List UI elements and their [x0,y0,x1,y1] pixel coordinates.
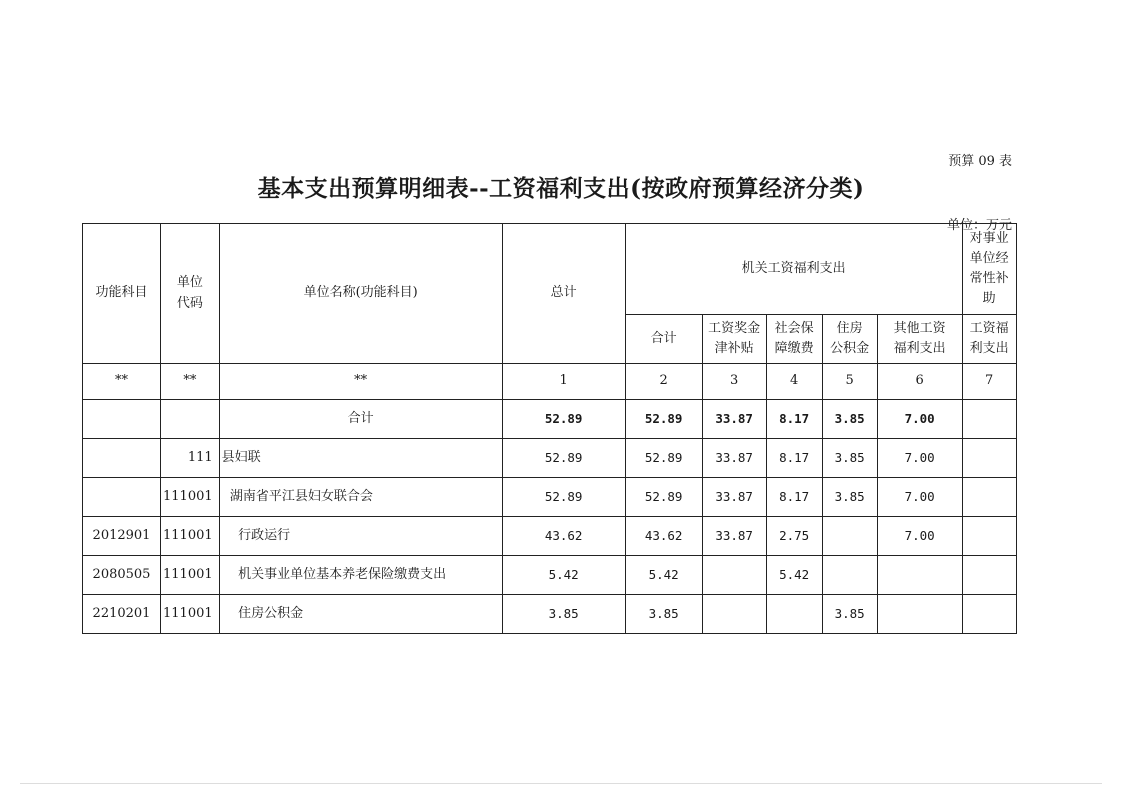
header-other: 其他工资 福利支出 [877,315,962,364]
header-social: 社会保 障缴费 [766,315,822,364]
name-cell: 行政运行 [219,517,502,556]
housing-cell: 3.85 [822,478,877,517]
page-edge-line [20,783,1102,784]
header-total: 总计 [502,224,625,364]
code-cell: 111001 [161,595,220,634]
subsidy-cell [962,595,1016,634]
wage-cell: 33.87 [702,400,766,439]
header-subsidy-wage: 工资福 利支出 [962,315,1016,364]
func-cell: 2080505 [83,556,161,595]
index-cell: ** [161,364,220,400]
housing-cell: 3.85 [822,439,877,478]
table-row [83,595,1017,634]
code-cell: 111 [161,439,220,478]
form-number: 预算 09 表 [948,154,1012,169]
social-cell: 8.17 [766,439,822,478]
other-cell: 7.00 [877,439,962,478]
table-row [83,439,1017,478]
code-cell: 111001 [161,556,220,595]
code-cell: 111001 [161,517,220,556]
housing-cell: 3.85 [822,595,877,634]
header-func-subject: 功能科目 [83,224,161,364]
header-subsidy-group: 对事业 单位经 常性补 助 [962,224,1016,315]
index-row [83,364,1017,400]
other-cell [877,556,962,595]
code-cell: 111001 [161,478,220,517]
code-cell [161,400,220,439]
func-cell: 2210201 [83,595,161,634]
name-cell: 湖南省平江县妇女联合会 [219,478,502,517]
other-cell: 7.00 [877,400,962,439]
total-row [83,400,1017,439]
total-cell: 3.85 [502,595,625,634]
wage-cell: 33.87 [702,439,766,478]
name-cell: 住房公积金 [219,595,502,634]
index-cell: 6 [877,364,962,400]
social-cell: 8.17 [766,400,822,439]
total-cell: 5.42 [502,556,625,595]
index-cell: 5 [822,364,877,400]
total-cell: 43.62 [502,517,625,556]
social-cell: 5.42 [766,556,822,595]
index-cell: ** [83,364,161,400]
func-cell [83,439,161,478]
subsidy-cell [962,517,1016,556]
index-cell: 1 [502,364,625,400]
subsidy-cell [962,400,1016,439]
subsidy-cell [962,478,1016,517]
total-cell: 52.89 [502,439,625,478]
wage-cell [702,595,766,634]
social-cell [766,595,822,634]
housing-cell [822,556,877,595]
page-title: 基本支出预算明细表--工资福利支出(按政府预算经济分类) [257,175,865,202]
header-heji: 合计 [625,315,702,364]
heji-cell: 3.85 [625,595,702,634]
heji-cell: 52.89 [625,400,702,439]
subsidy-cell [962,439,1016,478]
heji-cell: 5.42 [625,556,702,595]
heji-cell: 43.62 [625,517,702,556]
other-cell [877,595,962,634]
func-cell [83,478,161,517]
table-row [83,478,1017,517]
wage-cell [702,556,766,595]
name-cell: 县妇联 [219,439,502,478]
heji-cell: 52.89 [625,439,702,478]
header-unit-code: 单位 代码 [161,224,220,364]
heji-cell: 52.89 [625,478,702,517]
name-cell: 合计 [219,400,502,439]
unit-label: 单位：万元 [946,218,1012,233]
index-cell: 3 [702,364,766,400]
func-cell: 2012901 [83,517,161,556]
index-cell: 2 [625,364,702,400]
budget-table [82,223,1017,634]
index-cell: ** [219,364,502,400]
wage-cell: 33.87 [702,478,766,517]
housing-cell: 3.85 [822,400,877,439]
total-cell: 52.89 [502,478,625,517]
table-row [83,517,1017,556]
header-org-wage-group: 机关工资福利支出 [625,224,962,315]
header-wage: 工资奖金 津补贴 [702,315,766,364]
total-cell: 52.89 [502,400,625,439]
header-unit-name: 单位名称(功能科目) [219,224,502,364]
table-row [83,556,1017,595]
other-cell: 7.00 [877,478,962,517]
header-row-1 [83,224,1017,315]
social-cell: 2.75 [766,517,822,556]
index-cell: 4 [766,364,822,400]
subsidy-cell [962,556,1016,595]
header-housing: 住房 公积金 [822,315,877,364]
index-cell: 7 [962,364,1016,400]
housing-cell [822,517,877,556]
wage-cell: 33.87 [702,517,766,556]
func-cell [83,400,161,439]
other-cell: 7.00 [877,517,962,556]
social-cell: 8.17 [766,478,822,517]
name-cell: 机关事业单位基本养老保险缴费支出 [219,556,502,595]
